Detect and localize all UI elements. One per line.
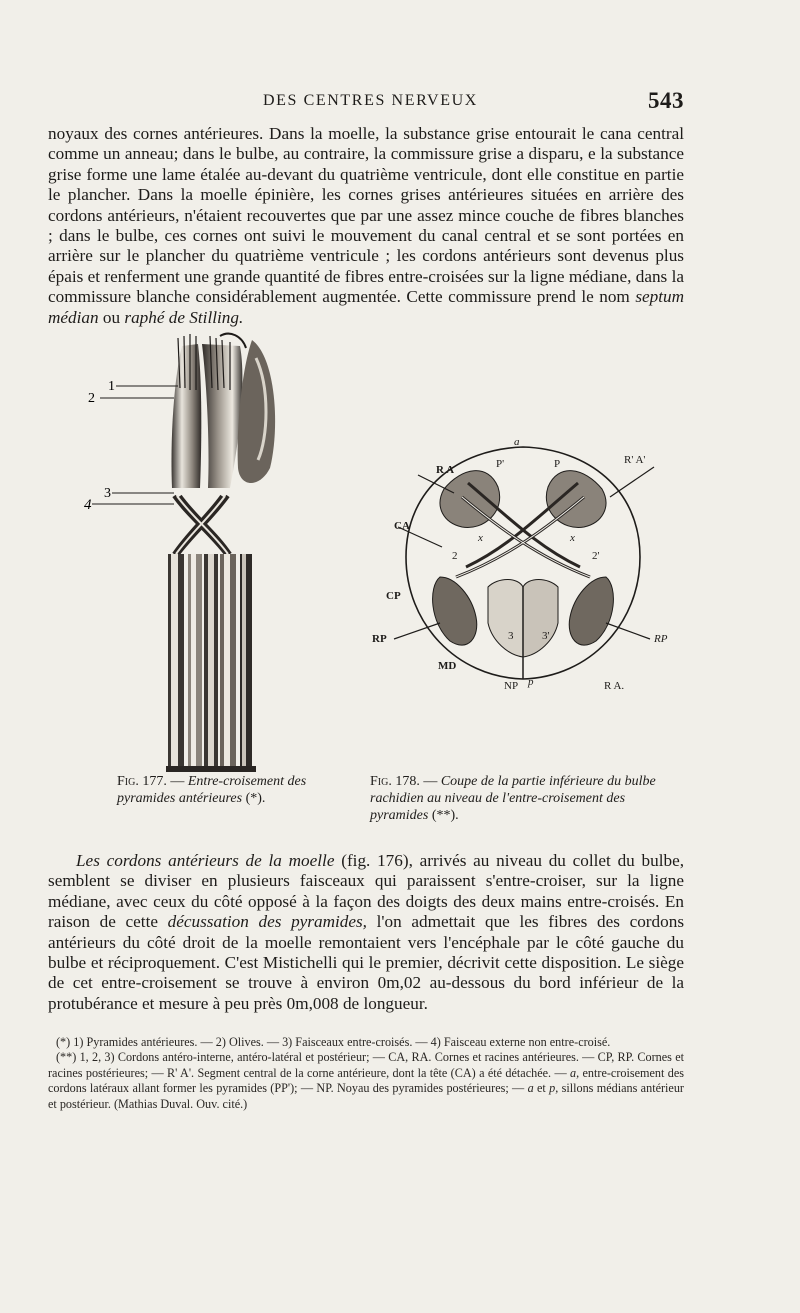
figure-177-illustration bbox=[70, 318, 300, 778]
figure-177-label-4: 4 bbox=[84, 497, 92, 513]
paragraph-bulbe-grey-matter bbox=[48, 124, 684, 328]
figure-177-caption bbox=[117, 773, 332, 807]
figure-178-caption bbox=[370, 773, 680, 824]
footnote-2-part-d: sillons médians antérieur et postérieur. (Mathias Duval. Ouv. cité.) bbox=[48, 1081, 684, 1111]
footnote-figure-177: (*) 1) Pyramides antérieures. — 2) Olives. — 3) Faisceaux entre-croisés. — 4) Faisceau externe non entre-croisé. bbox=[56, 1035, 611, 1049]
running-head bbox=[48, 88, 684, 112]
right-pyramid-shape bbox=[202, 344, 242, 488]
label-p-sulcus: p bbox=[528, 676, 534, 688]
label-rp-left: RP bbox=[372, 633, 387, 645]
paragraph-1-italic-raphe: raphé de Stilling. bbox=[124, 307, 244, 327]
page-number: 543 bbox=[648, 88, 684, 113]
running-title: DES CENTRES NERVEUX bbox=[263, 92, 478, 109]
label-ca: CA bbox=[394, 520, 410, 532]
footnote-2-italic-b: a bbox=[527, 1081, 534, 1096]
paragraph-2-text-2: l'on admettait que les fibres des cordons antérieurs du côté droit de la moelle remontaient vers l'encéphale par le côté gauche du bulbe et réciproquement. C'est Mistichelli qui le premier, décrivit cette disposition. Le siège de cet entre-croisement se trouve à environ 0m,02 au-dessous du bord inférieur de la protubérance et mesure à peu près 0m,008 de longueur. bbox=[48, 912, 685, 1013]
figure-177-label-1: 1 bbox=[108, 379, 115, 394]
spinal-cord-columns bbox=[168, 554, 252, 769]
footnote-2-italic-c: p, bbox=[549, 1081, 559, 1096]
label-rp-right: RP bbox=[654, 633, 668, 645]
figure-178-illustration bbox=[358, 427, 688, 697]
figure-177-label-3: 3 bbox=[104, 486, 111, 501]
label-cp: CP bbox=[386, 590, 401, 602]
figure-177-label-2: 2 bbox=[88, 391, 95, 406]
figure-177-caption-lead: Fig. 177. — bbox=[117, 774, 185, 789]
label-2-left: 2 bbox=[452, 550, 458, 562]
label-x-left: x bbox=[478, 532, 483, 544]
paragraph-1-italic-septum: septum médian bbox=[48, 287, 685, 327]
label-a: a bbox=[514, 436, 520, 448]
footnotes bbox=[48, 1035, 684, 1112]
footnote-2-part-a: (**) 1, 2, 3) Cordons antéro-interne, antéro-latéral et postérieur; — CA, RA. Cornes et racines antérieures. — CP, RP. Cornes et racines postérieures; — R' A'. Segment central de la corne antérieure, dont la tête (CA) a été détachée. — bbox=[48, 1050, 684, 1080]
label-x-right: x bbox=[570, 532, 575, 544]
label-ra-right: R A. bbox=[604, 680, 625, 692]
label-np: NP bbox=[504, 680, 519, 692]
paragraph-1-text: noyaux des cornes antérieures. Dans la moelle, la substance grise entourait le cana central comme un anneau; dans le bulbe, au contraire, la commissure grise a disparu, e la substance grise forme une lame étalée au-devant du quatrième ventricule, dont elle constitue en partie le plancher. Dans la moelle épinière, les cornes grises antérieures situées en arrière des cordons antérieurs, n'étaient recouvertes que par une assez mince couche de fibres blanches ; dans le bulbe, ces cornes ont suivi le mouvement du canal central et se sont portées en arrière sur le plancher du quatrième ventricule ; les cordons antérieurs sont devenus plus épais et renferment une grande quantité de fibres entre-croisées sur la ligne médiane, dans la commissure blanche considérablement augmentée. Cette commissure prend le nom bbox=[48, 124, 684, 307]
label-3-left: 3 bbox=[508, 630, 514, 642]
figure-178-caption-lead: Fig. 178. — bbox=[370, 774, 438, 789]
label-md: MD bbox=[438, 660, 457, 672]
paragraph-2-text-1: (fig. 176), arrivés au niveau du collet du bulbe, semblent se diviser en plusieurs faisceaux qui paraissent s'entre-croiser, sur la ligne médiane, avec ceux du côté opposé à la façon des doigts des deux mains entre-croisés. En raison de cette bbox=[48, 851, 685, 932]
figure-178-caption-title: Coupe de la partie inférieure du bulbe rachidien au niveau de l'entre-croisement des pyramides bbox=[370, 774, 656, 823]
label-r-prime-a: R' A' bbox=[624, 454, 646, 466]
figure-178-cross-section bbox=[358, 427, 688, 697]
figure-178-caption-note: (**). bbox=[431, 808, 459, 823]
footnote-2-italic-a: a, bbox=[570, 1065, 580, 1080]
footnote-2-part-b: entre-croisement des cordons latéraux allant former les pyramides (PP'); — NP. Noyau des pyramides postérieures; — bbox=[48, 1065, 684, 1096]
label-2-prime: 2' bbox=[592, 550, 600, 562]
figure-177-caption-title: Entre-croisement des pyramides antérieures bbox=[117, 774, 307, 806]
label-3-prime: 3' bbox=[542, 630, 550, 642]
label-ra-left: R A bbox=[436, 464, 455, 476]
figure-177-engraving bbox=[70, 318, 300, 778]
paragraph-anterior-cords bbox=[48, 851, 684, 1014]
figure-177-caption-note: (*). bbox=[245, 791, 266, 806]
label-p: P bbox=[554, 458, 561, 470]
footnote-figure-178 bbox=[48, 1050, 684, 1112]
paragraph-2-italic-decussation: décussation des pyramides, bbox=[167, 912, 367, 932]
label-p-prime: P' bbox=[496, 458, 505, 470]
footnote-2-part-c: et bbox=[537, 1081, 546, 1096]
left-pyramid-shape bbox=[171, 344, 201, 488]
paragraph-2-italic-cords: Les cordons antérieurs de la moelle bbox=[76, 851, 335, 870]
paragraph-1-join: ou bbox=[102, 307, 121, 327]
